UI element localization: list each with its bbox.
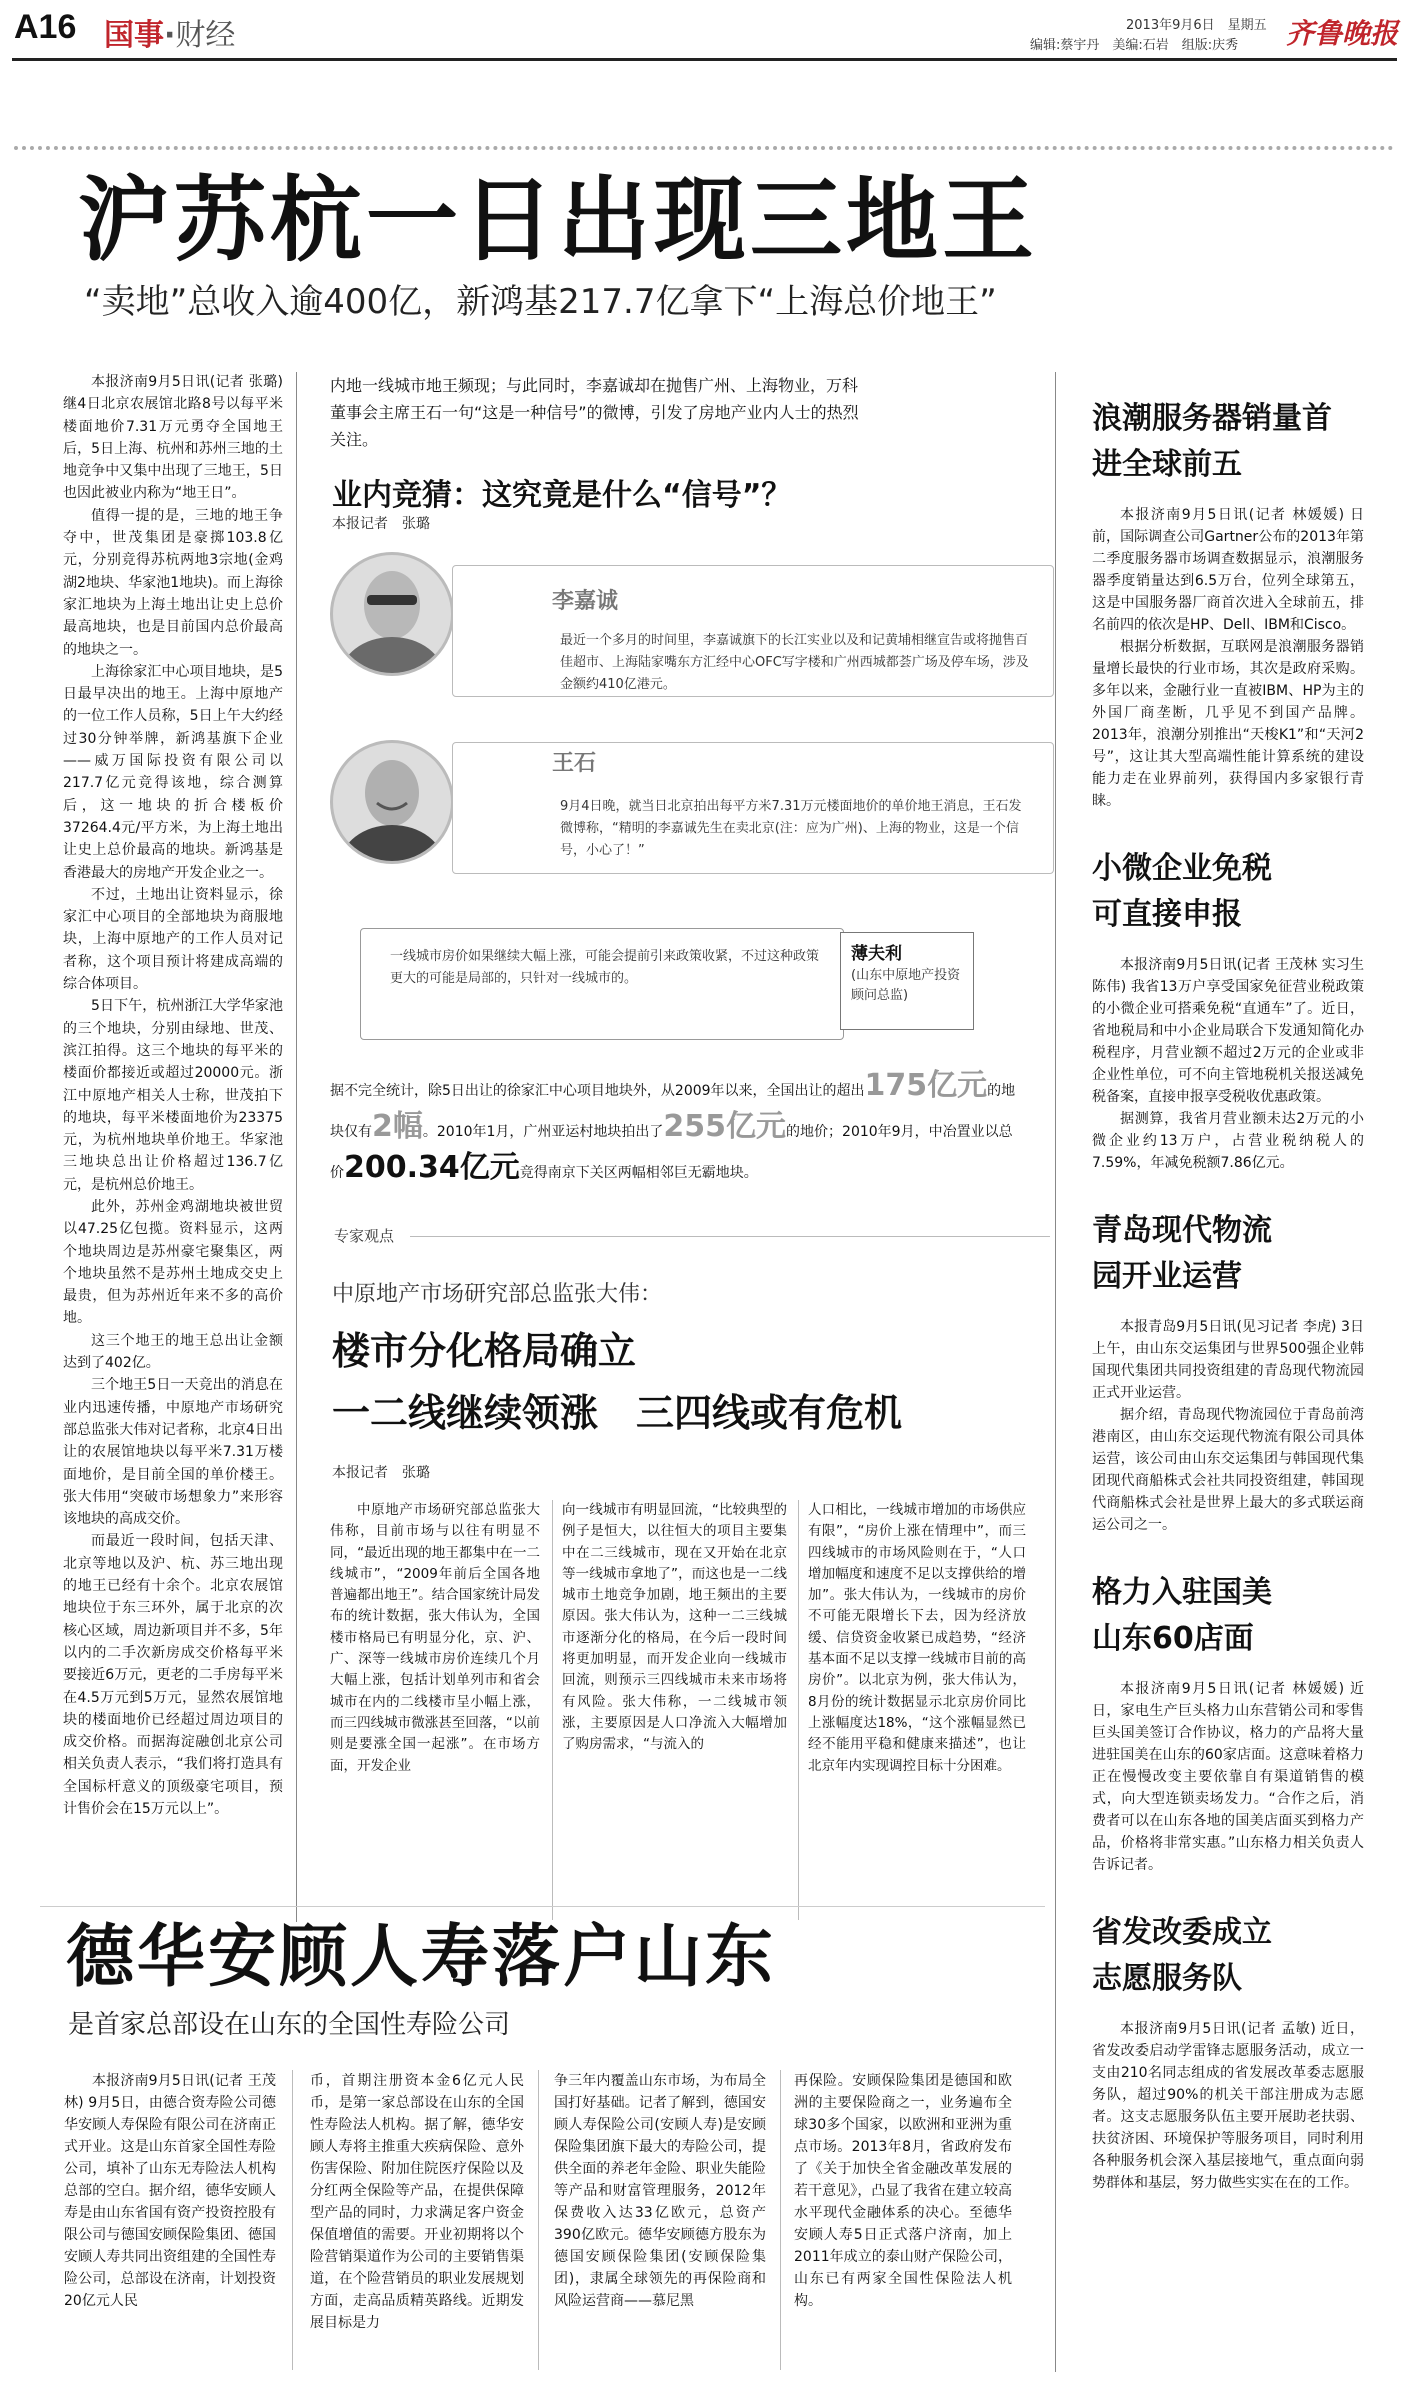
bottom-separator bbox=[40, 1906, 1045, 1907]
brief-para: 本报济南9月5日讯(记者 林媛媛) 近日，家电生产巨头格力山东营销公司和零售巨头国美签订合作协议，格力的产品将大量进驻国美在山东的60家店面。这意味着格力正在慢慢改变主要依靠自有渠道销售的模式，向大型连锁卖场发力。“合作之后，消费者可以在山东各地的国美店面买到格力产品，价格将非常实惠。”山东格力相关负责人告诉记者。 bbox=[1092, 1681, 1364, 1873]
lead-para: 本报济南9月5日讯(记者 张璐) 继4日北京农展馆北路8号以每平米楼面地价7.31万元勇夺全国地王后，5日上海、杭州和苏州三地的土地竞争中又集中出现了三地王，5日也因此被业内称为“地王日”。 bbox=[63, 374, 283, 502]
lead-intro: 内地一线城市地王频现；与此同时，李嘉诚却在抛售广州、上海物业，万科董事会主席王石一句“这是一种信号”的微博，引发了房地产业内人士的热烈关注。 bbox=[330, 376, 859, 449]
newspaper-logo: 齐鲁晚报 bbox=[1286, 17, 1399, 50]
bottom-para: 币，首期注册资本金6亿元人民币，是第一家总部设在山东的全国性寿险法人机构。据了解，德华安顾人寿将主推重大疾病保险、意外伤害保险、附加住院医疗保险以及分红两全保险等产品，在提供保障型产品的同时，力求满足客户资金保值增值的需要。开业初期将以个险营销渠道作为公司的主要销售渠道，在个险营销员的职业发展规划方面，走高品质精英路线。近期发展目标是力 bbox=[310, 2073, 524, 2331]
portrait-wang-shi bbox=[330, 740, 454, 864]
brief-body bbox=[1092, 954, 1364, 1174]
expert-tag-bo bbox=[840, 932, 974, 1030]
expert-headline-1: 楼市分化格局确立 bbox=[332, 1329, 637, 1373]
sidebar-briefs bbox=[1092, 396, 1364, 2194]
land-stats bbox=[330, 1068, 1020, 1191]
person-icon bbox=[333, 555, 451, 673]
stat-text: 的地块仅有 bbox=[330, 1083, 1016, 1140]
stat-highlight: 175 bbox=[864, 1068, 928, 1103]
brief-item bbox=[1092, 1208, 1364, 1536]
expert-para: 向一线城市有明显回流，“比较典型的例子是恒大，以往恒大的项目主要集中在二三线城市，现在又开始在北京等一线城市拿地了”，而这也是一二线城市土地竞争加剧，地王频出的主要原因。张大伟认为，这种一二三线城市逐渐分化的格局，在今后一段时间将更加明显，而开发企业向一线城市回流，则预示三四线城市未来市场将有风险。张大伟称，一二线城市领涨，主要原因是人口净流入大幅增加了购房需求，“与流入的 bbox=[562, 1502, 787, 1753]
person-name-li: 李嘉诚 bbox=[552, 589, 619, 614]
masthead bbox=[0, 0, 1409, 60]
brief-headline: 格力入驻国美山东60店面 bbox=[1092, 1575, 1272, 1656]
person-title-bo: (山东中原地产投资顾问总监) bbox=[851, 968, 961, 1003]
bottom-para: 再保险。安顾保险集团是德国和欧洲的主要保险商之一，业务遍布全球30多个国家，以欧洲和亚洲为重点市场。2013年8月，省政府发布了《关于加快全省金融改革发展的若干意见》，凸显了我省在建立较高水平现代金融体系的决心。至德华安顾人寿5日正式落户济南，加上2011年成立的泰山财产保险公司，山东已有两家全国性保险法人机构。 bbox=[794, 2073, 1012, 2309]
bottom-para: 本报济南9月5日讯(记者 王茂林) 9月5日，由德合资寿险公司德华安顾人寿保险有限公司在济南正式开业。这是山东首家全国性寿险公司，填补了山东无寿险法人机构总部的空白。据介绍，德华安顾人寿是由山东省国有资产投资控股有限公司与德国安顾保险集团、德国安顾人寿共同出资组建的全国性寿险公司，总部设在济南，计划投资20亿元人民 bbox=[64, 2073, 276, 2309]
expert-col-2 bbox=[562, 1500, 787, 1756]
brief-para: 根据分析数据，互联网是浪潮服务器销量增长最快的行业市场，其次是政府采购。多年以来，金融行业一直被IBM、HP为主的外国厂商垄断，几乎见不到国产品牌。2013年，浪潮分别推出“天梭K1”和“天河2号”，这让其大型高端性能计算系统的建设能力走在业界前列，获得国内多家银行青睐。 bbox=[1092, 639, 1364, 809]
expert-para: 人口相比，一线城市增加的市场供应有限”，“房价上涨在情理中”，而三四线城市的市场风险则在于，“人口增加幅度和速度不足以支撑供给的增加”。张大伟认为，一线城市的房价不可能无限增长下去，因为经济放缓、信贷资金收紧已成趋势，“经济基本面不足以支撑一线城市目前的高房价”。以北京为例，张大伟认为，8月份的统计数据显示北京房价同比上涨幅度达18%，“这个涨幅显然已经不能用平稳和健康来描述”，也让北京年内实现调控目标十分困难。 bbox=[808, 1502, 1026, 1774]
expert-rule bbox=[410, 1236, 1050, 1237]
bottom-col-divider bbox=[538, 2070, 539, 2370]
editors-line: 编辑:蔡宇丹 美编:石岩 组版:庆秀 bbox=[1030, 38, 1239, 53]
portrait-li-ka-shing bbox=[330, 552, 454, 676]
stat-text: 。2010年1月，广州亚运村地块拍出了 bbox=[422, 1124, 664, 1140]
section-main: 国事 bbox=[104, 18, 164, 53]
bottom-col-divider bbox=[292, 2070, 293, 2370]
section-label bbox=[104, 10, 235, 54]
brief-headline: 浪潮服务器销量首进全球前五 bbox=[1092, 401, 1332, 482]
brief-headline: 省发改委成立志愿服务队 bbox=[1092, 1915, 1272, 1996]
brief-item bbox=[1092, 1570, 1364, 1876]
brief-para: 本报济南9月5日讯(记者 孟敏) 近日，省发改委启动学雷锋志愿服务活动，成立一支由210名同志组成的省发展改革委志愿服务队，超过90%的机关干部注册成为志愿者。这支志愿服务队伍主要开展助老扶弱、扶贫济困、环境保护等服务项目，同时利用各种服务机会深入基层接地气，重点面向弱势群体和基层，努力做些实实在在的工作。 bbox=[1092, 2021, 1364, 2191]
lead-title: 沪苏杭一日出现三地王 bbox=[78, 167, 1039, 274]
lead-column-divider bbox=[296, 372, 297, 1922]
bottom-col-4 bbox=[794, 2070, 1012, 2312]
brief-para: 本报青岛9月5日讯(见习记者 李虎) 3日上午，由山东交运集团与世界500强企业韩国现代集团共同投资组建的青岛现代物流园正式开业运营。 bbox=[1092, 1319, 1364, 1401]
section-dot: · bbox=[164, 18, 176, 53]
lead-para: 此外，苏州金鸡湖地块被世贸以47.25亿包揽。资料显示，这两个地块周边是苏州豪宅聚集区，两个地块虽然不是苏州土地成交史上最贵，但为苏州近年来不多的高价地。 bbox=[63, 1198, 283, 1327]
bottom-col-2 bbox=[310, 2070, 524, 2334]
expert-col-1 bbox=[330, 1500, 540, 1777]
bottom-para: 争三年内覆盖山东市场，为布局全国打好基础。记者了解到，德国安顾人寿保险公司(安顾人寿)是安顾保险集团旗下最大的寿险公司，提供全面的养老年金险、职业失能险等产品和财富管理服务，2012年保费收入达33亿欧元，总资产390亿欧元。德华安顾德方股东为德国安顾保险集团(安顾保险集团)，隶属全球领先的再保险商和风险运营商——慕尼黑 bbox=[554, 2073, 766, 2309]
lead-para: 不过，土地出让资料显示，徐家汇中心项目的全部地块为商服地块，上海中原地产的工作人员对记者称，这个项目预计将建成高端的综合体项目。 bbox=[63, 886, 283, 993]
person-name-wang: 王石 bbox=[552, 751, 597, 776]
brief-para: 据介绍，青岛现代物流园位于青岛前湾港南区，由山东交运现代物流有限公司具体运营，该公司由山东交运集团与韩国现代集团现代商船株式会社共同投资组建，韩国现代商船株式会社是世界上最大的多式联运商运公司之一。 bbox=[1092, 1407, 1364, 1533]
stat-highlight: 255亿元 bbox=[663, 1109, 787, 1144]
expert-tag: 专家观点 bbox=[334, 1227, 395, 1245]
lead-subtitle: “卖地”总收入逾400亿，新鸿基217.7亿拿下“上海总价地王” bbox=[84, 282, 997, 322]
expert-col-3 bbox=[808, 1500, 1026, 1777]
lead-para: 而最近一段时间，包括天津、北京等地以及沪、杭、苏三地出现的地王已经有十余个。北京农展馆地块位于东三环外，属于北京的次核心区域，周边新项目并不多，5年以内的二手次新房成交价格每平米要接近6万元，更老的二手房每平米在4.5万元到5万元，显然农展馆地块的楼面地价已经超过周边项目的成交价格。而据海淀融创北京公司相关负责人表示，“我们将打造具有全国标杆意义的顶级豪宅项目，预计售价会在15万元以上”。 bbox=[63, 1533, 283, 1817]
brief-headline: 小微企业免税可直接申报 bbox=[1092, 851, 1272, 932]
brief-item bbox=[1092, 1910, 1364, 2194]
section-sub: 财经 bbox=[175, 18, 236, 53]
brief-item bbox=[1092, 846, 1364, 1174]
top-dotted-rule bbox=[14, 146, 1394, 150]
brief-body bbox=[1092, 504, 1364, 812]
lead-para: 上海徐家汇中心项目地块，是5日最早决出的地王。上海中原地产的一位工作人员称，5日上午大约经过30分钟举牌，新鸿基旗下企业——威万国际投资有限公司以217.7亿元竞得该地，综合测算后，这一地块的折合楼板价37264.4元/平方米，为上海土地出让史上总价最高的地块。新鸿基是香港最大的房地产开发企业之一。 bbox=[63, 663, 283, 881]
quote-li: 最近一个多月的时间里，李嘉诚旗下的长江实业以及和记黄埔相继宣告或将抛售百佳超市、上海陆家嘴东方汇经中心OFC写字楼和广州西城都荟广场及停车场，涉及金额约410亿港元。 bbox=[560, 633, 1029, 692]
brief-headline: 青岛现代物流园开业运营 bbox=[1092, 1213, 1272, 1294]
bottom-col-divider bbox=[780, 2070, 781, 2370]
brief-body bbox=[1092, 1678, 1364, 1876]
person-icon bbox=[333, 743, 451, 861]
expert-col-divider bbox=[798, 1500, 799, 1920]
brief-body bbox=[1092, 1316, 1364, 1536]
stat-text: 竞得南京下关区两幅相邻巨无霸地块。 bbox=[519, 1165, 758, 1181]
bottom-subtitle: 是首家总部设在山东的全国性寿险公司 bbox=[68, 2010, 511, 2040]
brief-para: 本报济南9月5日讯(记者 王茂林 实习生 陈伟) 我省13万户享受国家免征营业税政策的小微企业可搭乘免税“直通车”了。近日，省地税局和中小企业局联合下发通知简化办税程序，月营业额不超过2万元的企业或非企业性单位，可不向主管地税机关报送减免税备案，直接申报享受税收优惠政策。 bbox=[1092, 957, 1364, 1105]
expert-kicker: 中原地产市场研究部总监张大伟： bbox=[332, 1282, 663, 1307]
stat-highlight: 200.34亿元 bbox=[344, 1150, 520, 1185]
lead-para: 值得一提的是，三地的地王争夺中，世茂集团是豪掷103.8亿元，分别竞得苏杭两地3宗地(金鸡湖2地块、华家池1地块)。而上海徐家汇地块为上海土地出让史上总价最高地块，也是目前国内总价最高的地块之一。 bbox=[63, 507, 283, 658]
bottom-col-1 bbox=[64, 2070, 276, 2312]
brief-para: 据测算，我省月营业额未达2万元的小微企业约13万户，占营业税纳税人的7.59%，年减免税额7.86亿元。 bbox=[1092, 1111, 1364, 1171]
masthead-divider bbox=[12, 58, 1397, 61]
stat-unit: 亿元 bbox=[927, 1068, 988, 1103]
brief-item bbox=[1092, 396, 1364, 812]
date-line: 2013年9月6日 星期五 bbox=[1126, 18, 1267, 33]
guess-headline: 业内竞猜：这究竟是什么“信号”？ bbox=[332, 478, 792, 513]
brief-para: 本报济南9月5日讯(记者 林媛媛) 日前，国际调查公司Gartner公布的2013年第二季度服务器市场调查数据显示，浪潮服务器季度销量达到6.5万台，位列全球第五，这是中国服务器厂商首次进入全球前五，排名前四的依次是HP、Dell、IBM和Cisco。 bbox=[1092, 507, 1364, 633]
stat-text: 的地价；2010年9月，中冶置业以总价 bbox=[330, 1124, 1013, 1181]
stat-highlight: 2幅 bbox=[372, 1109, 423, 1144]
quote-bo: 一线城市房价如果继续大幅上涨，可能会提前引来政策收紧，不过这种政策更大的可能是局部的，只针对一线城市的。 bbox=[390, 949, 820, 986]
expert-byline: 本报记者 张璐 bbox=[332, 1465, 430, 1481]
brief-body bbox=[1092, 2018, 1364, 2194]
expert-para: 中原地产市场研究部总监张大伟称，目前市场与以往有明显不同，“最近出现的地王都集中在一二线城市”，“2009年前后全国各地普遍都出地王”。结合国家统计局发布的统计数据，张大伟认为，全国楼市格局已有明显分化，京、沪、广、深等一线城市房价连续几个月大幅上涨，包括计划单列市和省会城市在内的二线楼市呈小幅上涨，而三四线城市微涨甚至回落，“以前则是要涨全国一起涨”。在市场方面，开发企业 bbox=[330, 1502, 540, 1774]
lead-para: 三个地王5日一天竞出的消息在业内迅速传播，中原地产市场研究部总监张大伟对记者称，北京4日出让的农展馆地块以每平米7.31万楼面地价，是目前全国的单价楼王。张大伟用“突破市场想象力”来形容该地块的高成交价。 bbox=[63, 1377, 283, 1528]
page-number: A16 bbox=[14, 8, 77, 46]
guess-byline: 本报记者 张璐 bbox=[332, 516, 430, 532]
expert-headline-2: 一二线继续领涨 三四线或有危机 bbox=[332, 1391, 903, 1435]
lead-left-column bbox=[63, 371, 283, 1820]
lead-para: 这三个地王的地王总出让金额达到了402亿。 bbox=[63, 1332, 283, 1372]
quote-wang: 9月4日晚，就当日北京拍出每平方米7.31万元楼面地价的单价地王消息，王石发微博称，“精明的李嘉诚先生在卖北京(注：应为广州)、上海的物业，这是一个信号，小心了！” bbox=[560, 799, 1022, 858]
expert-col-divider bbox=[552, 1500, 553, 1920]
lead-para: 5日下午，杭州浙江大学华家池的三个地块，分别由绿地、世茂、滨江拍得。这三个地块的每平米的楼面价都接近或超过20000元。浙江中原地产相关人士称，世茂拍下的地块，每平米楼面地价为23375元，为杭州地块单价地王。华家池三地块总出让价格超过136.7亿元，是杭州总价地王。 bbox=[63, 998, 283, 1193]
person-name-bo: 薄夫利 bbox=[851, 944, 902, 964]
sidebar-divider bbox=[1055, 372, 1056, 2372]
bottom-col-3 bbox=[554, 2070, 766, 2312]
stat-text: 据不完全统计，除5日出让的徐家汇中心项目地块外，从2009年以来，全国出让的超出 bbox=[330, 1083, 865, 1099]
bottom-title: 德华安顾人寿落户山东 bbox=[66, 1918, 777, 1997]
